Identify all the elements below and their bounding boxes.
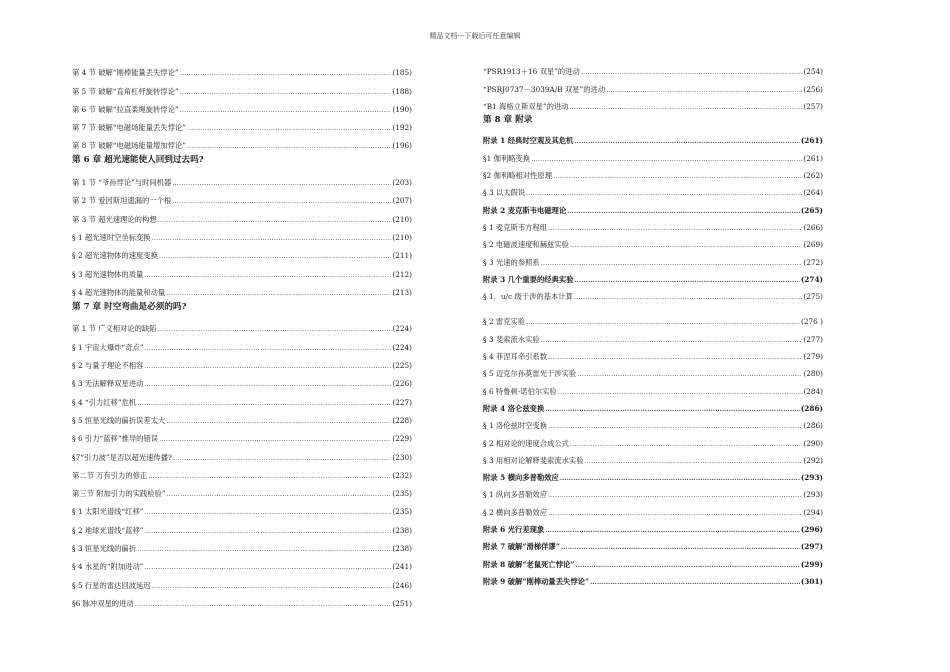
toc-entry-title: § 6 引力“蓝移”推导的错误 [72, 434, 159, 444]
toc-entry[interactable] [483, 250, 823, 267]
toc-page-number: (279) [803, 352, 823, 362]
toc-page-number: (301) [800, 576, 823, 586]
toc-page-number: (226) [392, 379, 412, 389]
dot-leader [144, 562, 391, 572]
dot-leader [560, 473, 800, 483]
dot-leader [526, 188, 802, 198]
toc-page-number: (228) [392, 415, 412, 425]
toc-left-column [72, 60, 412, 609]
toc-entry[interactable] [72, 78, 412, 96]
toc-page-number: (185) [392, 68, 412, 78]
dot-leader [167, 489, 392, 499]
toc-entry-title: § 1 宇宙大爆炸“奇点” [72, 342, 144, 352]
toc-page-number: (192) [392, 123, 412, 133]
dot-leader [137, 398, 391, 408]
toc-page-number: (246) [392, 580, 412, 590]
section-gap [483, 302, 823, 310]
toc-entry[interactable] [72, 225, 412, 243]
toc-entry[interactable] [72, 371, 412, 389]
dot-leader [574, 292, 803, 302]
toc-entry-title: § 3 恒星光线的偏折 [72, 544, 137, 554]
toc-entry[interactable] [72, 316, 412, 334]
toc-entry-title: § 1 洛伦兹时空变换 [483, 421, 548, 431]
dot-leader [159, 251, 391, 261]
toc-entry-title: § 4 菲涅耳牵引系数 [483, 352, 548, 362]
toc-page-number: (251) [392, 598, 412, 608]
toc-entry[interactable] [483, 345, 823, 362]
dot-leader [585, 456, 803, 466]
toc-page-number: (238) [392, 525, 412, 535]
toc-entry-title: 附录 5 横向多普勒效应 [483, 473, 559, 483]
toc-entry-title: § 4 水星的“附加进动” [72, 562, 144, 572]
toc-entry[interactable] [483, 466, 823, 483]
toc-entry-title: 附录 4 洛仑兹变换 [483, 403, 545, 413]
toc-entry-title: 第 6 节 破解“拉直柔绳旋转悖论” [72, 104, 179, 114]
toc-entry[interactable] [72, 60, 412, 78]
dot-leader [135, 599, 392, 609]
toc-entry-title: § 3 超光速物体的质量 [72, 269, 144, 279]
dot-leader [526, 317, 800, 327]
toc-page-number: (299) [800, 559, 823, 569]
toc-entry-title: § 2 地球光谱线“蓝移” [72, 525, 144, 535]
toc-page-number: (261) [803, 153, 823, 163]
toc-entry[interactable] [483, 414, 823, 431]
chapter-heading: 第 6 章 超光速能使人回到过去吗? [72, 155, 204, 166]
dot-leader [570, 439, 802, 449]
toc-entry-title: 附录 3 几个重要的经典实验 [483, 274, 574, 284]
dot-leader [590, 577, 800, 587]
toc-page-number: (257) [803, 101, 823, 111]
toc-entry[interactable] [72, 536, 412, 554]
toc-entry-title: “B1 海格立斯双星”的进动 [483, 101, 569, 111]
toc-entry-title: § 1 超光速时空坐标变换 [72, 232, 151, 242]
dot-leader [180, 87, 392, 97]
toc-page-number: (230) [392, 452, 412, 462]
toc-page-number: (292) [803, 455, 823, 465]
toc-entry[interactable] [72, 261, 412, 279]
toc-page-number: (213) [392, 287, 412, 297]
toc-entry[interactable] [72, 353, 412, 371]
toc-page-number: (210) [392, 232, 412, 242]
toc-entry-title: § 3 斐索流水实验 [483, 334, 540, 344]
dot-leader [158, 215, 392, 225]
dot-leader [158, 324, 392, 334]
toc-entry[interactable] [483, 327, 823, 344]
toc-entry-title: § 2 雷克实验 [483, 317, 526, 327]
toc-page-number: (241) [392, 562, 412, 572]
dot-leader [567, 206, 800, 216]
toc-entry-title: § 5 恒星光线的偏折误差太大 [72, 415, 166, 425]
toc-entry[interactable] [72, 389, 412, 407]
toc-entry-title: § 3 用相对论解释斐索流水实验 [483, 455, 584, 465]
dot-leader [166, 288, 391, 298]
dot-leader [180, 68, 392, 78]
toc-entry[interactable] [72, 463, 412, 481]
toc-page-number: (276 ) [801, 317, 823, 327]
dot-leader [166, 416, 391, 426]
toc-entry-title: §7“引力波”是否以超光速传播? [72, 452, 172, 462]
toc-entry[interactable] [483, 500, 823, 517]
toc-page-number: (262) [803, 171, 823, 181]
dot-leader [144, 507, 391, 517]
toc-entry-title: § 5 行星的雷达回波延迟 [72, 580, 151, 590]
toc-entry-title: § 1 麦克斯韦方程组 [483, 222, 548, 232]
toc-page-number: (225) [392, 361, 412, 371]
chapter-heading: 第 8 章 附录 [483, 115, 533, 126]
toc-entry[interactable] [72, 572, 412, 590]
dot-leader [577, 369, 802, 379]
toc-entry[interactable] [72, 444, 412, 462]
toc-entry-title: 第 4 节 破解“刚棒能量丢失悖论” [72, 68, 179, 78]
toc-page-number: (196) [392, 141, 412, 151]
dot-leader [137, 544, 391, 554]
toc-page-number: (284) [803, 386, 823, 396]
dot-leader [148, 471, 391, 481]
toc-entry[interactable] [72, 243, 412, 261]
dot-leader [548, 223, 802, 233]
toc-entry[interactable] [72, 133, 412, 151]
toc-entry[interactable] [72, 206, 412, 224]
toc-entry[interactable] [483, 146, 823, 163]
toc-entry[interactable] [72, 334, 412, 352]
toc-entry[interactable] [483, 268, 823, 285]
toc-entry[interactable] [483, 181, 823, 198]
toc-entry-title: §6 脉冲双星的进动 [72, 598, 134, 608]
toc-entry-title: 第 1 节 广义相对论的缺陷 [72, 324, 157, 334]
page-header-note: 精品文档---下载后可任意编辑 [429, 32, 521, 40]
toc-entry[interactable] [483, 397, 823, 414]
toc-entry-title: 附录 7 破解“滑梯佯谬” [483, 542, 560, 552]
toc-entry[interactable] [483, 95, 823, 112]
toc-entry-title: § 3 以太假说 [483, 188, 526, 198]
toc-entry-title: 第 8 节 破解“电磁场能量增加悖论” [72, 141, 186, 151]
dot-leader [541, 258, 803, 268]
toc-page-number: (286) [800, 403, 823, 413]
toc-entry[interactable] [72, 170, 412, 188]
toc-page-number: (274) [800, 274, 823, 284]
toc-entry-title: § 6 特鲁顿-诺伯尔实验 [483, 386, 557, 396]
toc-page-number: (293) [800, 473, 823, 483]
toc-entry[interactable] [72, 499, 412, 517]
dot-leader [548, 421, 802, 431]
toc-entry[interactable] [483, 164, 823, 181]
toc-entry-title: § 2 与量子理论不相容 [72, 361, 144, 371]
dot-leader [152, 581, 392, 591]
dot-leader [574, 275, 799, 285]
toc-entry[interactable] [483, 129, 823, 146]
toc-entry-title: 附录 6 光行差现象 [483, 525, 545, 535]
toc-entry-title: 附录 9 破解“刚棒动量丢失悖论” [483, 576, 590, 586]
toc-entry[interactable] [483, 535, 823, 552]
dot-leader [144, 526, 391, 536]
toc-page-number: (294) [803, 507, 823, 517]
toc-entry[interactable] [72, 554, 412, 572]
toc-page-number: (238) [392, 544, 412, 554]
dot-leader [574, 136, 799, 146]
toc-entry[interactable] [483, 483, 823, 500]
toc-entry-title: 附录 2 麦克斯韦电磁理论 [483, 205, 567, 215]
dot-leader [180, 105, 392, 115]
toc-entry-title: § 1 太阳光谱线“红移” [72, 507, 144, 517]
dot-leader [606, 85, 802, 95]
toc-entry-title: § 2 超光速物体的速度变换 [72, 251, 158, 261]
toc-entry-title: § 1．u/c 级干涉的基本计算 [483, 292, 573, 302]
toc-entry[interactable] [483, 449, 823, 466]
toc-page-number: (280) [803, 369, 823, 379]
toc-entry-title: 第二节 万有引力的修正 [72, 470, 148, 480]
dot-leader [561, 542, 800, 552]
dot-leader [144, 270, 391, 280]
dot-leader [548, 352, 802, 362]
toc-page-number: (190) [392, 104, 412, 114]
toc-page-number: (224) [392, 342, 412, 352]
toc-entry-title: 附录 1 经典时空观及其危机 [483, 136, 574, 146]
toc-entry[interactable] [72, 188, 412, 206]
toc-entry-title: §2 伽利略相对性原理 [483, 171, 552, 181]
toc-page-number: (269) [803, 240, 823, 250]
dot-leader [548, 490, 802, 500]
toc-entry[interactable] [72, 481, 412, 499]
dot-leader [144, 379, 391, 389]
toc-entry-title: § 2 电磁波速度和赫兹实验 [483, 240, 569, 250]
toc-page-number: (290) [803, 438, 823, 448]
dot-leader [531, 154, 802, 164]
toc-entry-title: 第 5 节 破解“直角杠杆旋转悖论” [72, 86, 179, 96]
toc-page-number: (275) [803, 292, 823, 302]
dot-leader [159, 434, 391, 444]
dot-leader [558, 387, 803, 397]
dot-leader [569, 102, 802, 112]
toc-entry[interactable] [483, 431, 823, 448]
toc-entry-title: 第 3 节 超光速理论的构想 [72, 214, 157, 224]
toc-page-number: (232) [392, 470, 412, 480]
dot-leader [144, 361, 391, 371]
dot-leader [545, 525, 800, 535]
toc-page-number: (293) [803, 490, 823, 500]
toc-entry[interactable] [483, 77, 823, 94]
toc-page-number: (266) [803, 222, 823, 232]
toc-page-number: (212) [392, 269, 412, 279]
toc-entry[interactable] [72, 97, 412, 115]
dot-leader [541, 335, 803, 345]
dot-leader [570, 240, 802, 250]
dot-leader [553, 171, 802, 181]
toc-entry[interactable] [483, 310, 823, 327]
dot-leader [152, 233, 392, 243]
toc-page-number: (224) [392, 324, 412, 334]
toc-entry-title: § 2 相对论的速度合成公式 [483, 438, 569, 448]
toc-page-number: (296) [800, 525, 823, 535]
dot-leader [187, 141, 391, 151]
toc-entry[interactable] [72, 591, 412, 609]
toc-entry[interactable] [483, 285, 823, 302]
toc-entry[interactable] [72, 426, 412, 444]
toc-entry-title: § 3 光速的参照系 [483, 257, 540, 267]
toc-page-number: (277) [803, 334, 823, 344]
dot-leader [187, 123, 391, 133]
toc-page-number: (235) [392, 489, 412, 499]
toc-entry-title: 第 2 节 爱因斯坦遗漏的一个根 [72, 196, 172, 206]
toc-entry[interactable] [483, 216, 823, 233]
toc-page-number: (227) [392, 397, 412, 407]
dot-leader [576, 560, 800, 570]
toc-entry-title: § 1 纵向多普勒效应 [483, 490, 548, 500]
toc-page-number: (207) [392, 196, 412, 206]
toc-entry-title: 第三节 附加引力的实践检验” [72, 489, 166, 499]
toc-page-number: (188) [392, 86, 412, 96]
toc-page-number: (264) [803, 188, 823, 198]
dot-leader [581, 67, 803, 77]
toc-page-number: (229) [392, 434, 412, 444]
toc-entry[interactable] [72, 115, 412, 133]
toc-entry[interactable] [483, 233, 823, 250]
toc-page-number: (235) [392, 507, 412, 517]
toc-page-number: (272) [803, 257, 823, 267]
toc-entry-title: §1 伽利略变换 [483, 153, 531, 163]
toc-entry[interactable] [483, 362, 823, 379]
toc-entry[interactable] [483, 570, 823, 587]
toc-entry-title: § 3 无法解释双星进动 [72, 379, 144, 389]
toc-entry-title: “PSRJ0737－3039A/B 双星”的进动 [483, 84, 606, 94]
toc-entry-title: § 2 横向多普勒效应 [483, 507, 548, 517]
toc-entry[interactable] [72, 408, 412, 426]
toc-entry[interactable] [483, 552, 823, 569]
toc-page-number: (286) [803, 421, 823, 431]
toc-right-column [483, 60, 823, 587]
dot-leader [548, 508, 802, 518]
toc-entry[interactable] [483, 379, 823, 396]
toc-page-number: (254) [803, 67, 823, 77]
toc-page-number: (203) [392, 178, 412, 188]
toc-entry-title: § 4 超光速物体的能量和动量 [72, 287, 166, 297]
toc-page-number: (297) [800, 542, 823, 552]
toc-entry[interactable] [72, 517, 412, 535]
toc-entry-title: 第 7 节 破解“电磁场能量丢失悖论” [72, 123, 186, 133]
toc-entry[interactable] [483, 518, 823, 535]
toc-entry[interactable] [483, 198, 823, 215]
toc-entry-title: 附录 8 破解“老鼠死亡悖论” [483, 559, 575, 569]
toc-page-number: (261) [800, 136, 823, 146]
toc-entry[interactable] [72, 280, 412, 298]
toc-page-number: (211) [392, 251, 412, 261]
dot-leader [172, 178, 391, 188]
toc-entry-title: § 4 “引力红移”危机 [72, 397, 137, 407]
dot-leader [173, 453, 391, 463]
chapter-heading: 第 7 章 时空弯曲是必须的吗? [72, 301, 187, 312]
dot-leader [172, 196, 391, 206]
dot-leader [144, 343, 391, 353]
toc-entry[interactable] [483, 60, 823, 77]
toc-entry-title: § 5 迈克尔孙莫雷光干涉实验 [483, 369, 577, 379]
toc-page-number: (210) [392, 214, 412, 224]
toc-entry-title: 第 1 节 “爷孙悖论”与时间机器 [72, 178, 172, 188]
toc-entry-title: “PSR1913＋16 双星”的进动 [483, 67, 580, 77]
dot-leader [545, 404, 800, 414]
toc-page-number: (256) [803, 84, 823, 94]
toc-page-number: (265) [800, 205, 823, 215]
